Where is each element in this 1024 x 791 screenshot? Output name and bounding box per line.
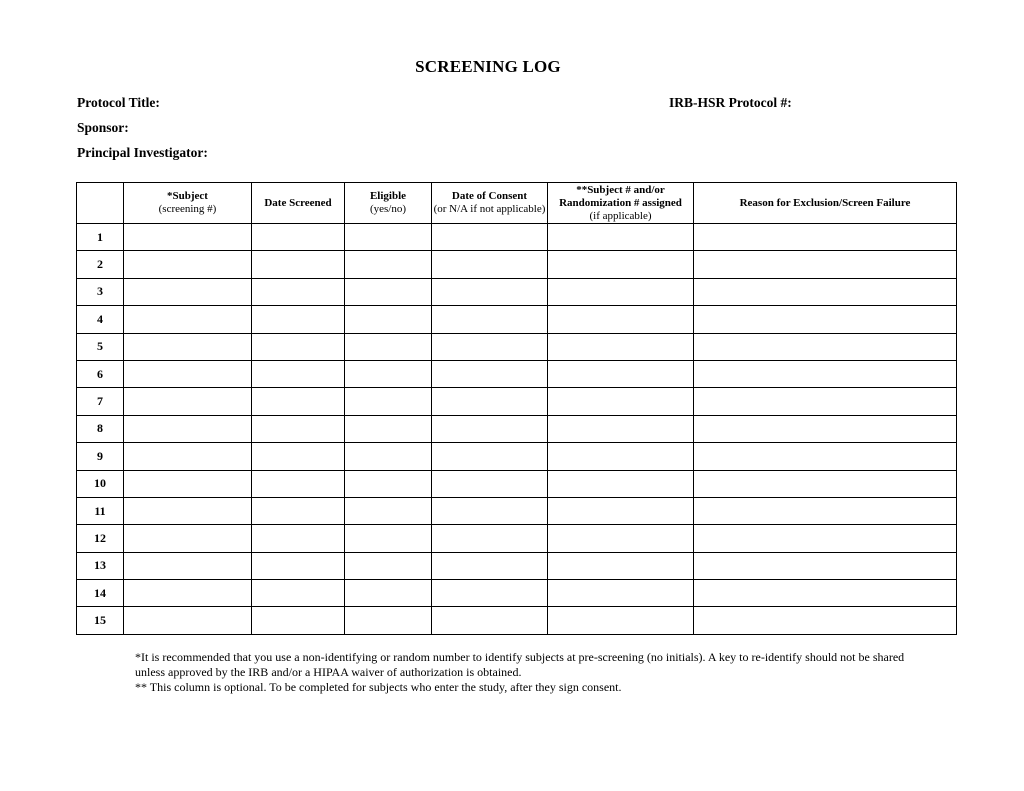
date-screened-cell[interactable]: [252, 470, 345, 497]
header-date-screened: [252, 183, 345, 224]
reason-cell[interactable]: [694, 443, 957, 470]
date-of-consent-cell[interactable]: [432, 278, 548, 305]
date-screened-cell[interactable]: [252, 360, 345, 387]
subject-cell[interactable]: [124, 470, 252, 497]
row-number: 7: [77, 388, 124, 415]
page-title: SCREENING LOG: [415, 57, 561, 76]
row-number: 2: [77, 251, 124, 278]
date-of-consent-cell[interactable]: [432, 415, 548, 442]
table-row: [77, 388, 957, 415]
sponsor-label: Sponsor:: [77, 120, 129, 135]
date-of-consent-cell[interactable]: [432, 360, 548, 387]
row-number: 4: [77, 306, 124, 333]
subject-cell[interactable]: [124, 497, 252, 524]
randomization-cell[interactable]: [548, 388, 694, 415]
protocol-title-label: Protocol Title:: [77, 95, 160, 110]
table-row: [77, 278, 957, 305]
reason-cell[interactable]: [694, 415, 957, 442]
reason-cell[interactable]: [694, 278, 957, 305]
header-eligible-title: Eligible: [369, 190, 407, 202]
eligible-cell[interactable]: [345, 251, 432, 278]
eligible-cell[interactable]: [345, 443, 432, 470]
date-screened-cell[interactable]: [252, 552, 345, 579]
subject-cell[interactable]: [124, 552, 252, 579]
date-screened-cell[interactable]: [252, 388, 345, 415]
date-of-consent-cell[interactable]: [432, 443, 548, 470]
table-row: [77, 333, 957, 360]
eligible-cell[interactable]: [345, 497, 432, 524]
eligible-cell[interactable]: [345, 415, 432, 442]
date-of-consent-cell[interactable]: [432, 552, 548, 579]
header-date-of-consent-title: Date of Consent: [451, 190, 528, 202]
date-of-consent-cell[interactable]: [432, 251, 548, 278]
irb-protocol-label: IRB-HSR Protocol #:: [669, 95, 792, 110]
reason-cell[interactable]: [694, 525, 957, 552]
header-randomization-title: **Subject # and/or Randomization # assigned: [559, 183, 682, 209]
eligible-cell[interactable]: [345, 306, 432, 333]
randomization-cell[interactable]: [548, 333, 694, 360]
row-number: 6: [77, 360, 124, 387]
header-subject-title: *Subject: [167, 190, 208, 202]
subject-cell[interactable]: [124, 443, 252, 470]
eligible-cell[interactable]: [345, 580, 432, 607]
randomization-cell[interactable]: [548, 251, 694, 278]
date-screened-cell[interactable]: [252, 278, 345, 305]
eligible-cell[interactable]: [345, 552, 432, 579]
principal-investigator-label: Principal Investigator:: [77, 145, 208, 160]
header-subject: [124, 183, 252, 224]
date-of-consent-cell[interactable]: [432, 306, 548, 333]
date-screened-cell[interactable]: [252, 333, 345, 360]
row-number: 13: [77, 552, 124, 579]
reason-cell[interactable]: [694, 333, 957, 360]
header-date-of-consent: [432, 183, 548, 224]
row-number: 11: [77, 497, 124, 524]
date-screened-cell[interactable]: [252, 224, 345, 251]
date-screened-cell[interactable]: [252, 251, 345, 278]
header-date-screened-title: Date Screened: [264, 196, 332, 209]
footnote-subject: *It is recommended that you use a non-identifying or random number to identify subjects at pre-screening (no initials). A key to re-identify should not be shared unless approved by the IRB and/or a HIPAA waiver of authorization is obtained.: [135, 650, 905, 679]
eligible-cell[interactable]: [345, 278, 432, 305]
row-number: 12: [77, 525, 124, 552]
subject-cell[interactable]: [124, 251, 252, 278]
date-screened-cell[interactable]: [252, 443, 345, 470]
table-row: [77, 224, 957, 251]
subject-cell[interactable]: [124, 388, 252, 415]
randomization-cell[interactable]: [548, 552, 694, 579]
header-eligible: [345, 183, 432, 224]
reason-cell[interactable]: [694, 470, 957, 497]
header-reason-for-exclusion: [694, 183, 957, 224]
reason-cell[interactable]: [694, 360, 957, 387]
row-number: 14: [77, 580, 124, 607]
header-subject-note: (screening #): [158, 203, 217, 215]
randomization-cell[interactable]: [548, 278, 694, 305]
table-row: [77, 415, 957, 442]
randomization-cell[interactable]: [548, 497, 694, 524]
header-randomization-note: (if applicable): [589, 209, 652, 222]
date-of-consent-cell[interactable]: [432, 525, 548, 552]
table-row: [77, 306, 957, 333]
date-screened-cell[interactable]: [252, 607, 345, 634]
subject-cell[interactable]: [124, 333, 252, 360]
row-number: 9: [77, 443, 124, 470]
randomization-cell[interactable]: [548, 470, 694, 497]
randomization-cell[interactable]: [548, 360, 694, 387]
date-screened-cell[interactable]: [252, 525, 345, 552]
table-row: [77, 360, 957, 387]
table-row: [77, 443, 957, 470]
reason-cell[interactable]: [694, 224, 957, 251]
subject-cell[interactable]: [124, 224, 252, 251]
row-number: 10: [77, 470, 124, 497]
reason-cell[interactable]: [694, 306, 957, 333]
header-date-of-consent-note: (or N/A if not applicable): [433, 203, 546, 215]
date-screened-cell[interactable]: [252, 580, 345, 607]
date-of-consent-cell[interactable]: [432, 607, 548, 634]
randomization-cell[interactable]: [548, 306, 694, 333]
screening-log-table: [76, 182, 957, 635]
table-row: [77, 607, 957, 634]
eligible-cell[interactable]: [345, 333, 432, 360]
reason-cell[interactable]: [694, 497, 957, 524]
row-number: 3: [77, 278, 124, 305]
header-eligible-note: (yes/no): [369, 203, 407, 215]
table-body: [77, 224, 957, 635]
reason-cell[interactable]: [694, 552, 957, 579]
randomization-cell[interactable]: [548, 443, 694, 470]
reason-cell[interactable]: [694, 580, 957, 607]
table-row: [77, 552, 957, 579]
randomization-cell[interactable]: [548, 525, 694, 552]
table-header-row: [77, 183, 957, 224]
footnotes: [135, 650, 915, 695]
table-row: [77, 251, 957, 278]
table-row: [77, 580, 957, 607]
date-of-consent-cell[interactable]: [432, 497, 548, 524]
header-reason-title: Reason for Exclusion/Screen Failure: [739, 196, 911, 209]
date-of-consent-cell[interactable]: [432, 470, 548, 497]
date-screened-cell[interactable]: [252, 497, 345, 524]
subject-cell[interactable]: [124, 306, 252, 333]
eligible-cell[interactable]: [345, 224, 432, 251]
reason-cell[interactable]: [694, 607, 957, 634]
table-row: [77, 470, 957, 497]
eligible-cell[interactable]: [345, 525, 432, 552]
table-row: [77, 525, 957, 552]
randomization-cell[interactable]: [548, 224, 694, 251]
eligible-cell[interactable]: [345, 360, 432, 387]
row-number: 1: [77, 224, 124, 251]
subject-cell[interactable]: [124, 278, 252, 305]
date-of-consent-cell[interactable]: [432, 333, 548, 360]
date-screened-cell[interactable]: [252, 415, 345, 442]
table-row: [77, 497, 957, 524]
subject-cell[interactable]: [124, 360, 252, 387]
date-of-consent-cell[interactable]: [432, 580, 548, 607]
header-randomization: [548, 183, 694, 224]
header-row-number: [77, 183, 124, 224]
eligible-cell[interactable]: [345, 607, 432, 634]
date-of-consent-cell[interactable]: [432, 224, 548, 251]
subject-cell[interactable]: [124, 525, 252, 552]
row-number: 15: [77, 607, 124, 634]
randomization-cell[interactable]: [548, 415, 694, 442]
randomization-cell[interactable]: [548, 607, 694, 634]
date-screened-cell[interactable]: [252, 306, 345, 333]
reason-cell[interactable]: [694, 388, 957, 415]
eligible-cell[interactable]: [345, 388, 432, 415]
randomization-cell[interactable]: [548, 580, 694, 607]
eligible-cell[interactable]: [345, 470, 432, 497]
subject-cell[interactable]: [124, 607, 252, 634]
subject-cell[interactable]: [124, 415, 252, 442]
date-of-consent-cell[interactable]: [432, 388, 548, 415]
subject-cell[interactable]: [124, 580, 252, 607]
reason-cell[interactable]: [694, 251, 957, 278]
row-number: 8: [77, 415, 124, 442]
footnote-randomization: ** This column is optional. To be completed for subjects who enter the study, after they sign consent.: [135, 680, 622, 694]
row-number: 5: [77, 333, 124, 360]
